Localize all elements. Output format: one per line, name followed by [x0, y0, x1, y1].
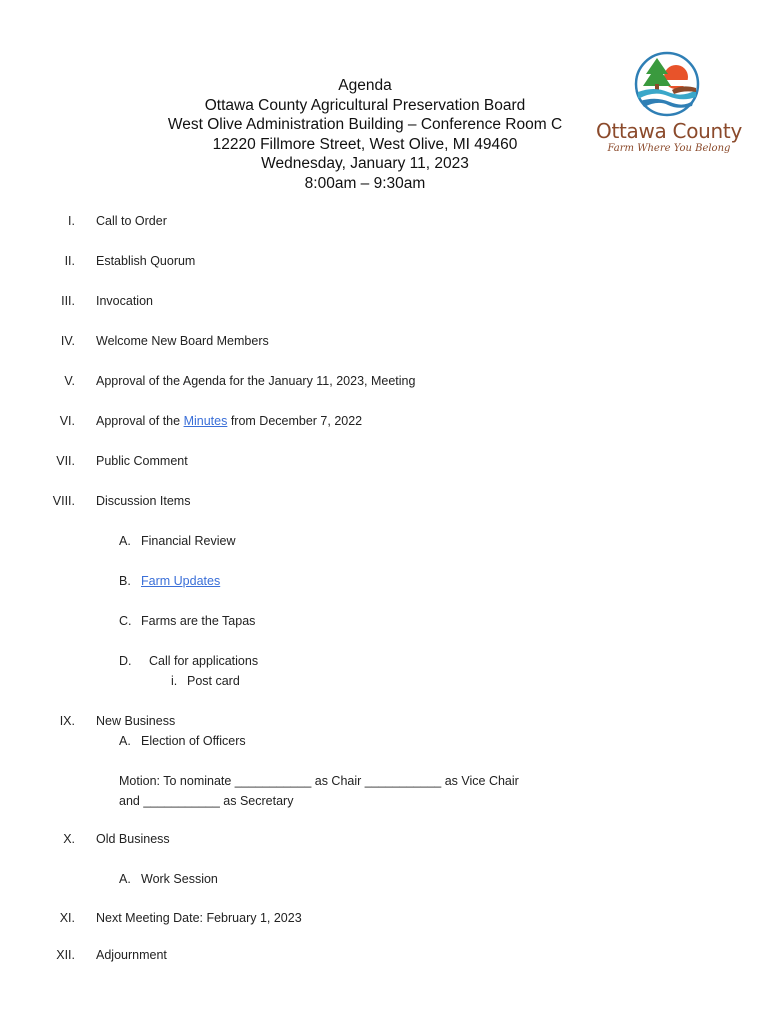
logo-tagline: Farm Where You Belong — [607, 143, 731, 154]
item-number: VI. — [59, 414, 75, 428]
header-time: 8:00am – 9:30am — [304, 174, 426, 192]
motion-line-1: Motion: To nominate ___________ as Chair ___________ as Vice Chair — [119, 774, 519, 788]
header-address: 12220 Fillmore Street, West Olive, MI 49460 — [212, 135, 518, 153]
agenda-item-approve-minutes — [96, 414, 362, 428]
motion-line-2: and ___________ as Secretary — [119, 794, 294, 808]
minutes-link[interactable]: Minutes — [183, 414, 228, 428]
agenda-item-next-meeting: Next Meeting Date: February 1, 2023 — [96, 911, 302, 925]
header-location: West Olive Administration Building – Conference Room C — [167, 116, 563, 133]
agenda-item-new-business: New Business — [96, 714, 176, 728]
logo-name: Ottawa County — [596, 119, 742, 143]
item-number: II. — [64, 254, 75, 268]
approve-minutes-prefix: Approval of the — [96, 414, 184, 428]
header-date: Wednesday, January 11, 2023 — [261, 155, 469, 172]
agenda-item-establish-quorum: Establish Quorum — [96, 254, 196, 268]
agenda-item-approve-agenda: Approval of the Agenda for the January 11, 2023, Meeting — [96, 374, 416, 388]
approve-minutes-suffix: from December 7, 2022 — [227, 414, 363, 428]
agenda-item-discussion: Discussion Items — [96, 494, 191, 508]
ottawa-county-logo — [594, 50, 744, 162]
agenda-item-invocation: Invocation — [96, 294, 153, 308]
item-number: IX. — [59, 714, 75, 728]
farm-updates-link[interactable]: Farm Updates — [141, 574, 221, 588]
item-number: X. — [63, 832, 75, 846]
agenda-item-call-to-order: Call to Order — [96, 214, 167, 228]
agenda-item-old-business: Old Business — [96, 832, 170, 846]
item-number: XII. — [56, 948, 75, 962]
item-number: I. — [68, 214, 75, 228]
subitem-financial-review: Financial Review — [141, 534, 236, 548]
subsubitem-number: i. — [171, 674, 178, 688]
item-number: VIII. — [52, 494, 75, 508]
subitem-farms-tapas: Farms are the Tapas — [141, 614, 256, 628]
item-number: VII. — [56, 454, 75, 468]
ottawa-county-logo-icon — [594, 50, 744, 120]
subitem-election-officers: Election of Officers — [141, 734, 246, 748]
agenda-item-welcome-members: Welcome New Board Members — [96, 334, 269, 348]
item-number: XI. — [59, 911, 75, 925]
subitem-number: B. — [119, 574, 131, 588]
item-number: III. — [61, 294, 75, 308]
subitem-number: D. — [119, 654, 132, 668]
item-number: IV. — [60, 334, 75, 348]
subitem-number: C. — [119, 614, 132, 628]
subitem-work-session: Work Session — [141, 872, 218, 886]
subitem-number: A. — [119, 872, 131, 886]
header-title: Agenda — [338, 77, 392, 94]
agenda-item-public-comment: Public Comment — [96, 454, 188, 468]
subitem-number: A. — [119, 534, 131, 548]
agenda-header — [130, 76, 600, 193]
subitem-number: A. — [119, 734, 131, 748]
item-number: V. — [64, 374, 75, 388]
subitem-call-for-applications: Call for applications — [149, 654, 259, 668]
subsubitem-post-card: Post card — [187, 674, 240, 688]
agenda-item-adjournment: Adjournment — [96, 948, 167, 962]
header-board-name: Ottawa County Agricultural Preservation Board — [204, 96, 526, 114]
subitem-farm-updates — [141, 574, 220, 588]
